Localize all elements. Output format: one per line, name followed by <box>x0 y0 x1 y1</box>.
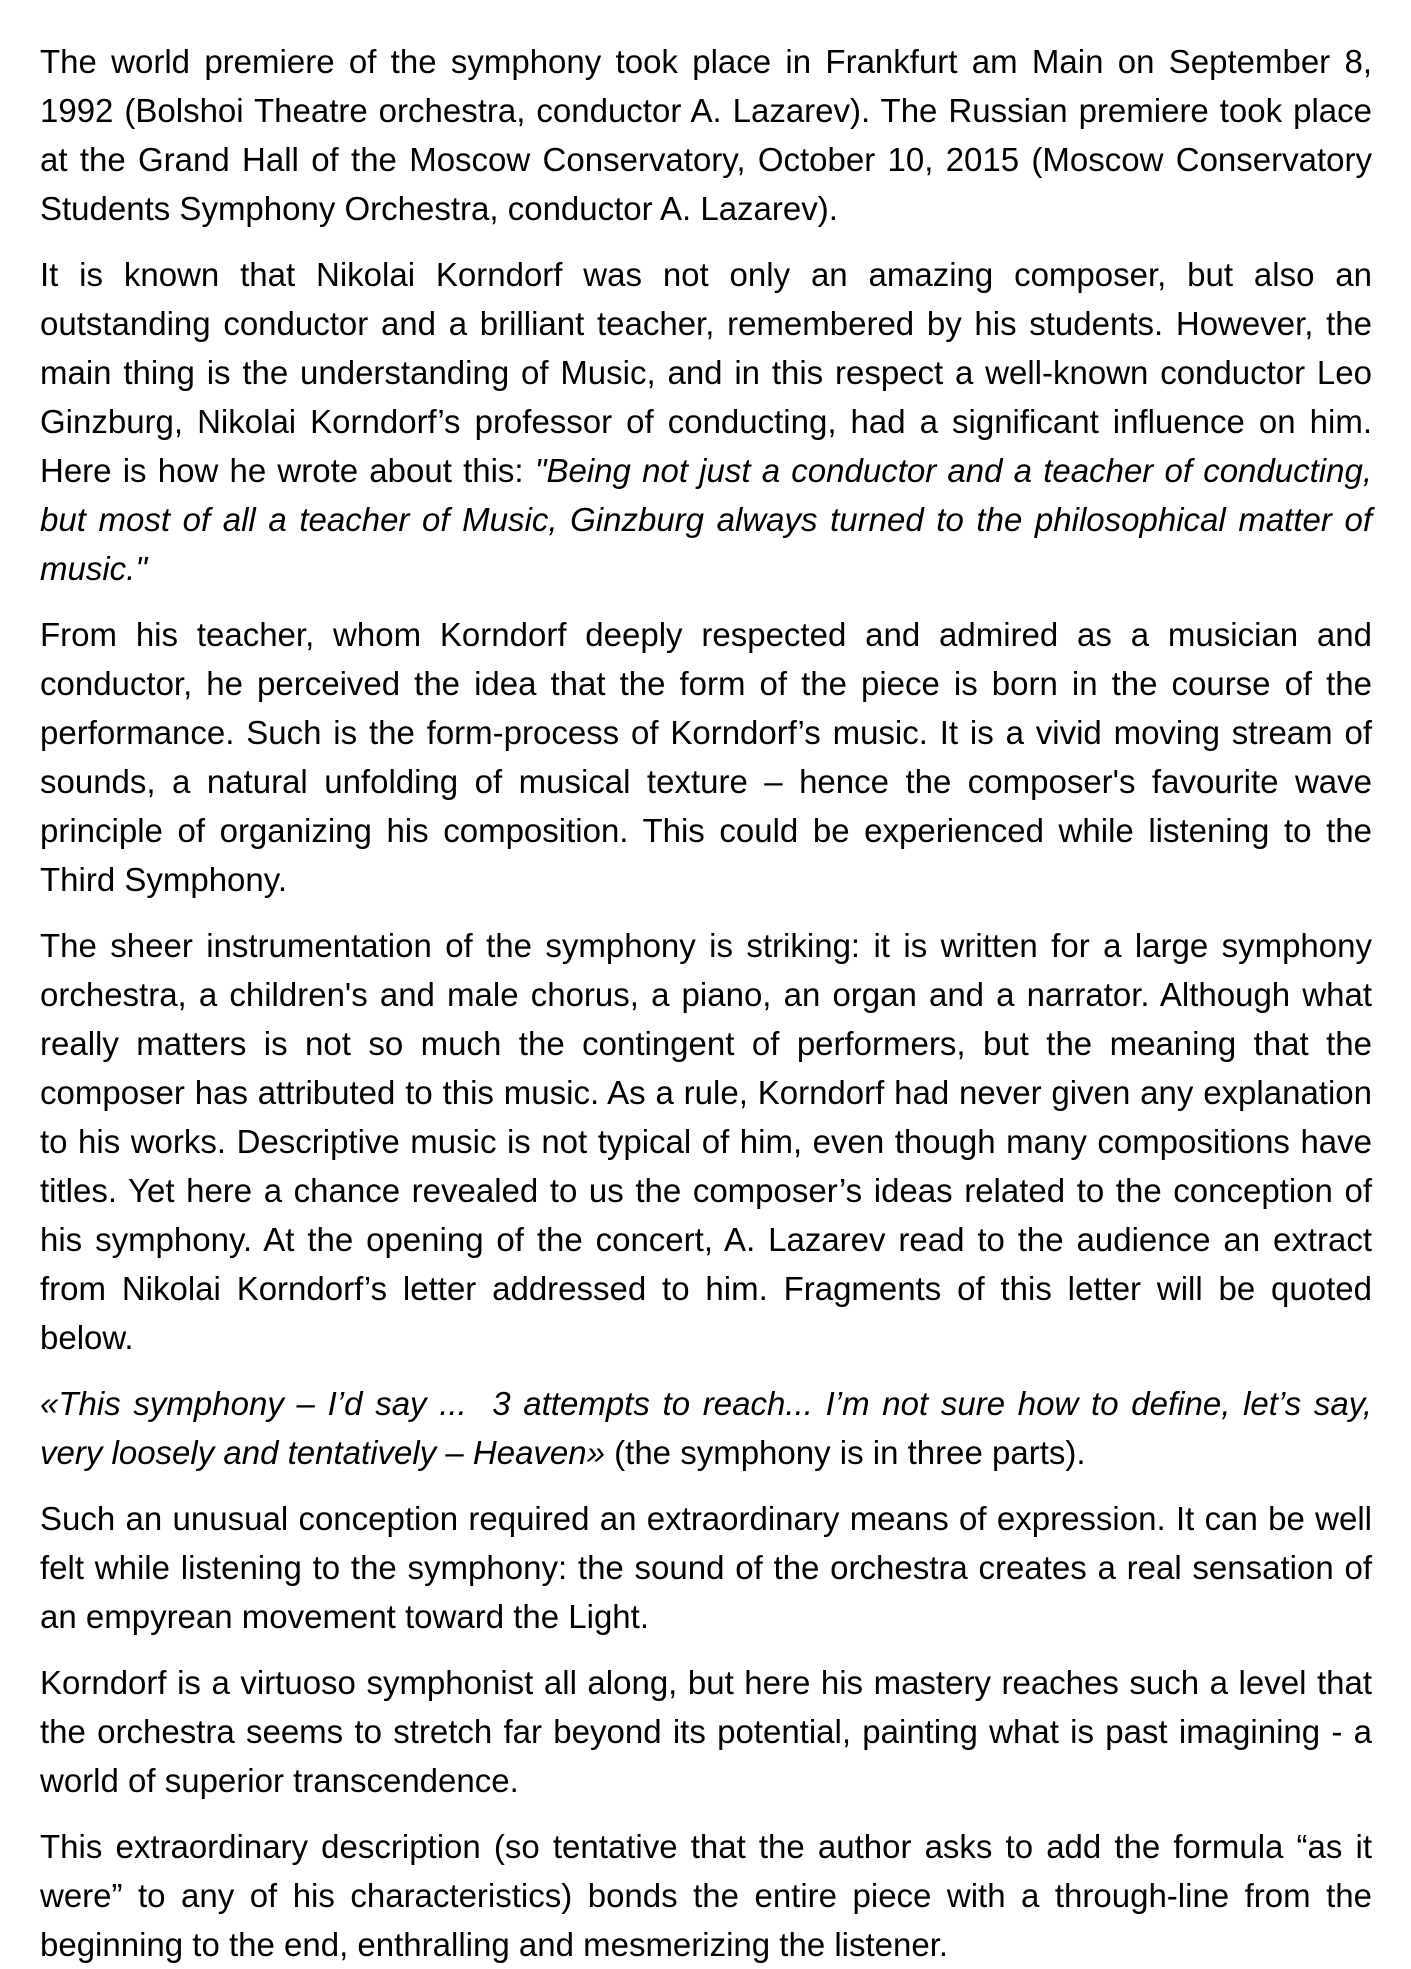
paragraph-letter-quote-heaven <box>40 1379 1382 1477</box>
text-run: Korndorf is a virtuoso symphonist all along, but here his mastery reaches such a level that the orchestra seems to stretch far beyond its potential, painting what is past imagining - a world of superior transcendence. <box>40 1664 1382 1799</box>
text-run: Such an unusual conception required an extraordinary means of expression. It can be well felt while listening to the symphony: the sound of the orchestra creates a real sensation of an empyrean movement toward the Light. <box>40 1500 1382 1635</box>
text-run-quote-symphony: «This symphony – I’d say ... 3 attempts to reach... I’m not sure how to define, let’s say, very loosely and tentatively – Heaven» <box>40 1385 1382 1471</box>
text-run: (the symphony is in three parts). <box>605 1434 1086 1471</box>
text-run-quote-ginzburg: "Being not just a conductor and a teacher of conducting, but most of all a teacher of Music, Ginzburg always turned to the philosophical matter of music." <box>40 452 1382 587</box>
text-run: From his teacher, whom Korndorf deeply respected and admired as a musician and conductor, he perceived the idea that the form of the piece is born in the course of the performance. Such is the form-process of Korndorf’s music. It is a vivid moving stream of sounds, a natural unfolding of musical texture – hence the composer's favourite wave principle of organizing his composition. This could be experienced while listening to the Third Symphony. <box>40 616 1382 898</box>
paragraph-korndorf-composer-conductor <box>40 250 1382 593</box>
paragraph-from-his-teacher <box>40 610 1382 904</box>
paragraph-extraordinary-description <box>40 1822 1382 1969</box>
text-run: The world premiere of the symphony took place in Frankfurt am Main on September 8, 1992 (Bolshoi Theatre orchestra, conductor A. Lazarev). The Russian premiere took place at the Grand Hall of the Moscow Conservatory, October 10, 2015 (Moscow Conservatory Students Symphony Orchestra, conductor A. Lazarev). <box>40 43 1382 227</box>
paragraph-instrumentation <box>40 921 1382 1362</box>
paragraph-unusual-conception <box>40 1494 1382 1641</box>
text-run: This extraordinary description (so tentative that the author asks to add the formula “as it were” to any of his characteristics) bonds the entire piece with a through-line from the beginning to the end, enthralling and mesmerizing the listener. <box>40 1828 1382 1963</box>
paragraph-virtuoso-symphonist <box>40 1658 1382 1805</box>
text-run: It is known that Nikolai Korndorf was not only an amazing composer, but also an outstanding conductor and a brilliant teacher, remembered by his students. However, the main thing is the understanding of Music, and in this respect a well-known conductor Leo Ginzburg, Nikolai Korndorf’s professor of conducting, had a significant influence on him. Here is how he wrote about this: <box>40 256 1382 489</box>
text-run: The sheer instrumentation of the symphony is striking: it is written for a large symphony orchestra, a children's and male chorus, a piano, an organ and a narrator. Although what really matters is not so much the contingent of performers, but the meaning that the composer has attributed to this music. As a rule, Korndorf had never given any explanation to his works. Descriptive music is not typical of him, even though many compositions have titles. Yet here a chance revealed to us the composer’s ideas related to the conception of his symphony. At the opening of the concert, A. Lazarev read to the audience an extract from Nikolai Korndorf’s letter addressed to him. Fragments of this letter will be quoted below. <box>40 927 1382 1356</box>
paragraph-world-premiere <box>40 37 1382 233</box>
